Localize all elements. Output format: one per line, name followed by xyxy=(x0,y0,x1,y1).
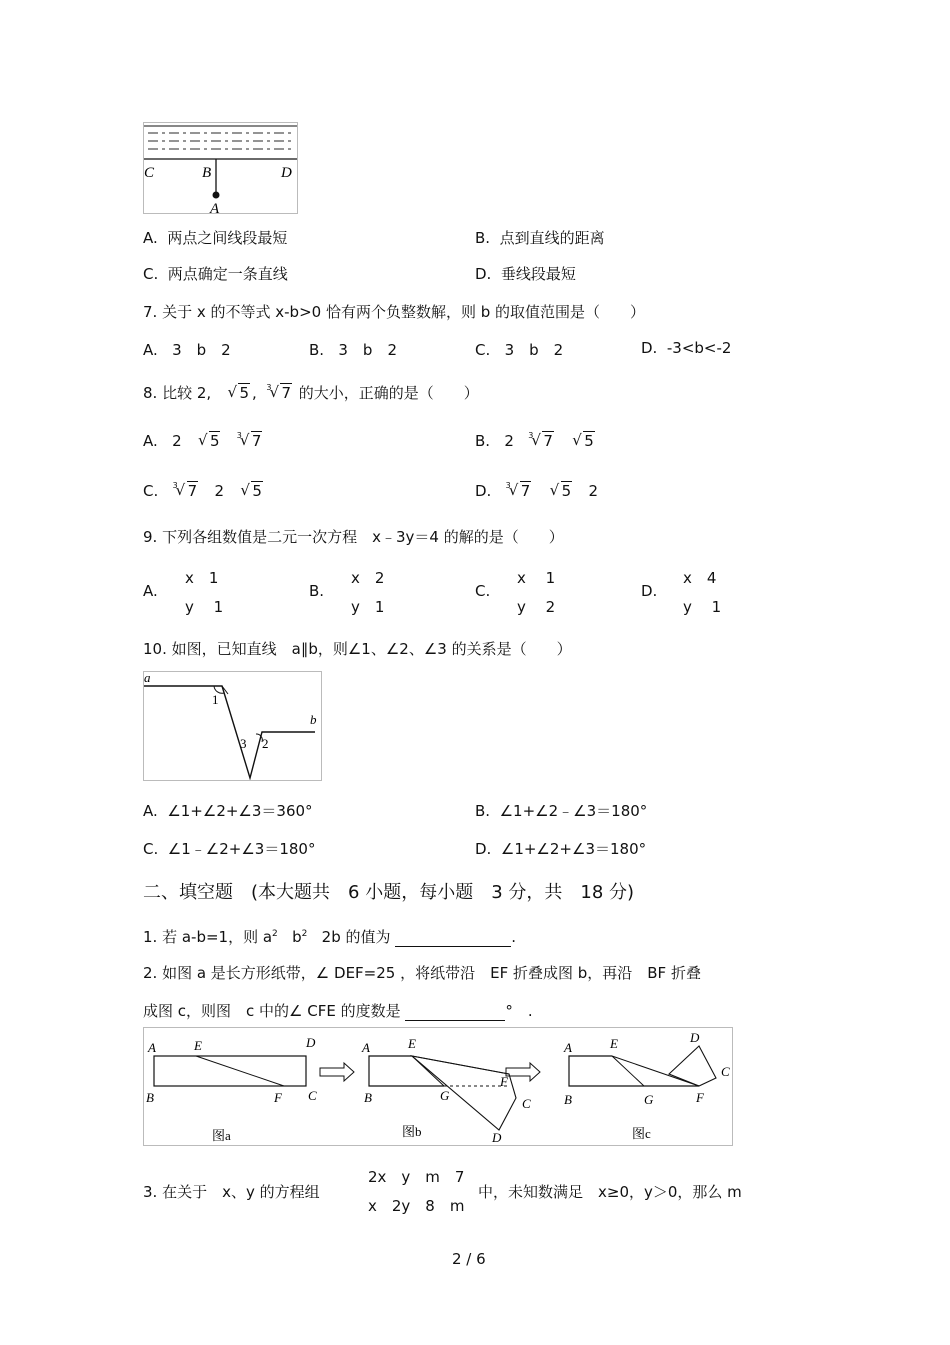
sqrt-5: √ 5 xyxy=(240,482,263,500)
q6-option-b xyxy=(475,227,605,248)
fill-2-line-2-pre: 成图 c，则图 c 中的∠ CFE 的度数是 xyxy=(143,1002,401,1020)
fig-b-label-c: C xyxy=(522,1096,531,1111)
superscript: 2 xyxy=(272,929,278,939)
option-key: B. xyxy=(475,432,491,450)
fig-a-caption: 图a xyxy=(212,1128,231,1143)
sqrt-5: √ 5 xyxy=(572,432,595,450)
figure-paper-strip-drawing xyxy=(144,1028,732,1145)
sqrt-5: √ 5 xyxy=(550,482,573,500)
label-b: B xyxy=(202,165,212,181)
option-text: 点到直线的距离 xyxy=(499,229,605,247)
q8-stem xyxy=(143,382,479,403)
option-text: 3 b 2 xyxy=(172,341,231,359)
fig-b-label-f: F xyxy=(500,1074,508,1089)
sqrt-5: √ 5 xyxy=(227,384,250,402)
system-row-2: y 1 xyxy=(683,598,722,616)
q10-option-a xyxy=(143,800,313,821)
option-text: 两点之间线段最短 xyxy=(167,229,288,247)
option-text: 垂线段最短 xyxy=(500,265,576,283)
option-text: ∠1﹣∠2+∠3＝180° xyxy=(167,840,316,858)
q7-option-d xyxy=(641,339,731,357)
figure-parallel-lines xyxy=(143,671,322,781)
option-key: B. xyxy=(309,582,325,600)
fill-3-pre: 3. 在关于 x、y 的方程组 xyxy=(143,1183,320,1201)
system-row-2: y 1 xyxy=(185,598,224,616)
cube-index: 3 xyxy=(236,431,242,440)
fig-a-label-e: E xyxy=(194,1038,202,1053)
label-2: 2 xyxy=(262,736,269,751)
fig-b-caption: 图b xyxy=(402,1124,422,1139)
cube-index: 3 xyxy=(528,431,534,440)
label-3: 3 xyxy=(240,736,247,751)
option-text: ∠1+∠2﹣∠3＝180° xyxy=(499,802,648,820)
option-key: A. xyxy=(143,802,158,820)
section-2-title: 二、填空题 (本大题共 6 小题，每小题 3 分，共 18 分) xyxy=(143,882,635,903)
q6-option-d xyxy=(475,263,576,284)
fig-a-label-d: D xyxy=(306,1035,316,1050)
cbrt-7: √ 7 xyxy=(531,432,554,450)
figure-paper-strip xyxy=(143,1027,733,1146)
cbrt-7: √ 7 xyxy=(176,482,199,500)
option-key: B. xyxy=(309,341,325,359)
num-2: 2 xyxy=(172,432,182,450)
option-key: C. xyxy=(475,582,491,600)
q8-stem-pre: 8. 比较 2, xyxy=(143,384,212,402)
fig-b-label-a: A xyxy=(362,1040,370,1055)
q7-stem: 7. 关于 x 的不等式 x-b>0 恰有两个负整数解，则 b 的取值范围是（ ） xyxy=(143,303,646,321)
fig-c-label-g: G xyxy=(644,1092,654,1107)
option-text: -3<b<-2 xyxy=(666,339,732,357)
option-key: C. xyxy=(143,265,159,283)
option-key: C. xyxy=(475,341,491,359)
fill-1 xyxy=(143,926,516,947)
cbrt-7: √ 7 xyxy=(240,432,263,450)
fig-b-label-e: E xyxy=(408,1036,416,1051)
q10-option-d xyxy=(475,838,646,859)
option-key: A. xyxy=(143,229,158,247)
option-text: 两点确定一条直线 xyxy=(167,265,288,283)
fig-c-label-c: C xyxy=(721,1064,730,1079)
option-key: C. xyxy=(143,840,159,858)
cbrt-7: √ 7 xyxy=(509,482,532,500)
figure-perpendicular xyxy=(143,122,298,214)
num-2: 2 xyxy=(588,482,598,500)
q7-option-a xyxy=(143,339,231,360)
fig-c-label-f: F xyxy=(696,1090,704,1105)
superscript: 2 xyxy=(301,929,308,939)
system-row-1: x 1 xyxy=(517,569,556,587)
fig-a-label-f: F xyxy=(274,1090,282,1105)
q6-option-c xyxy=(143,263,288,284)
fig-c-caption: 图c xyxy=(632,1126,651,1141)
option-key: A. xyxy=(143,432,158,450)
num-2: 2 xyxy=(214,482,225,500)
answer-blank[interactable] xyxy=(405,1006,505,1021)
fig-c-label-d: D xyxy=(690,1030,700,1045)
system-row-1: x 2 xyxy=(351,569,385,587)
label-b: b xyxy=(310,712,317,727)
option-key: A. xyxy=(143,582,158,600)
fig-a-label-b: B xyxy=(146,1090,154,1105)
comma: , xyxy=(252,384,257,402)
label-a: A xyxy=(210,201,220,213)
answer-blank[interactable] xyxy=(395,932,511,947)
num-2: 2 xyxy=(504,432,514,450)
fill-1-post: 2b 的值为 xyxy=(321,928,391,946)
q8-option-b xyxy=(475,432,597,450)
fill-2-line-1: 2. 如图 a 是长方形纸带，∠ DEF=25 ，将纸带沿 EF 折叠成图 b，再沿 BF 折叠 xyxy=(143,964,701,982)
q8-option-d xyxy=(475,482,598,500)
q8-option-c xyxy=(143,482,265,500)
q10-stem: 10. 如图，已知直线 a∥b，则∠1、∠2、∠3 的关系是（ ） xyxy=(143,640,572,658)
q7-option-c xyxy=(475,339,563,360)
fig-c-label-a: A xyxy=(564,1040,572,1055)
fig-a-label-a: A xyxy=(148,1040,156,1055)
sqrt-5: √ 5 xyxy=(198,432,221,450)
option-key: D. xyxy=(641,582,658,600)
cbrt-7: √ 7 xyxy=(269,384,292,402)
option-key: D. xyxy=(475,482,492,500)
cube-index: 3 xyxy=(172,481,178,490)
figure-parallel-lines-drawing xyxy=(144,672,321,780)
fill-3-system-row-1: 2x y m 7 xyxy=(368,1168,465,1186)
option-text: 3 b 2 xyxy=(504,341,564,359)
fill-1-mid: b xyxy=(292,928,302,946)
system-row-2: y 2 xyxy=(517,598,556,616)
q8-option-a xyxy=(143,432,264,450)
page-number: 2 / 6 xyxy=(452,1250,486,1268)
option-key: C. xyxy=(143,482,159,500)
option-text: ∠1+∠2+∠3＝180° xyxy=(500,840,647,858)
fill-1-pre: 1. 若 a-b=1，则 a xyxy=(143,928,273,946)
figure-perpendicular-drawing xyxy=(144,123,297,213)
fill-3-post: 中，未知数满足 x≥0，y＞0，那么 m xyxy=(478,1183,742,1201)
fig-b-label-g: G xyxy=(440,1088,450,1103)
q8-stem-post: 的大小，正确的是（ ） xyxy=(298,384,479,402)
fill-2-line-2 xyxy=(143,1000,533,1021)
cube-index: 3 xyxy=(266,383,272,392)
fig-b-label-b: B xyxy=(364,1090,372,1105)
option-key: D. xyxy=(641,339,658,357)
fill-2-line-2-post: ° . xyxy=(505,1002,533,1020)
label-c: C xyxy=(144,165,155,181)
option-key: D. xyxy=(475,840,492,858)
label-d: D xyxy=(281,165,292,181)
q10-option-c xyxy=(143,838,315,859)
q7-option-b xyxy=(309,339,397,360)
system-row-1: x 4 xyxy=(683,569,717,587)
option-key: A. xyxy=(143,341,158,359)
cube-index: 3 xyxy=(505,481,511,490)
q10-option-b xyxy=(475,800,647,821)
fill-3-system-row-2: x 2y 8 m xyxy=(368,1197,465,1215)
system-row-1: x 1 xyxy=(185,569,219,587)
label-1: 1 xyxy=(212,692,219,707)
option-text: ∠1+∠2+∠3＝360° xyxy=(167,802,313,820)
fig-b-label-d: D xyxy=(492,1130,502,1145)
fig-c-label-b: B xyxy=(564,1092,572,1107)
label-a: a xyxy=(144,672,151,685)
q9-stem: 9. 下列各组数值是二元一次方程 x﹣3y＝4 的解的是（ ） xyxy=(143,528,564,546)
period: . xyxy=(511,928,517,946)
option-text: 3 b 2 xyxy=(338,341,397,359)
option-key: B. xyxy=(475,229,491,247)
fig-c-label-e: E xyxy=(610,1036,618,1051)
option-key: D. xyxy=(475,265,492,283)
fig-a-label-c: C xyxy=(308,1088,317,1103)
option-key: B. xyxy=(475,802,491,820)
q6-option-a xyxy=(143,227,287,248)
system-row-2: y 1 xyxy=(351,598,385,616)
